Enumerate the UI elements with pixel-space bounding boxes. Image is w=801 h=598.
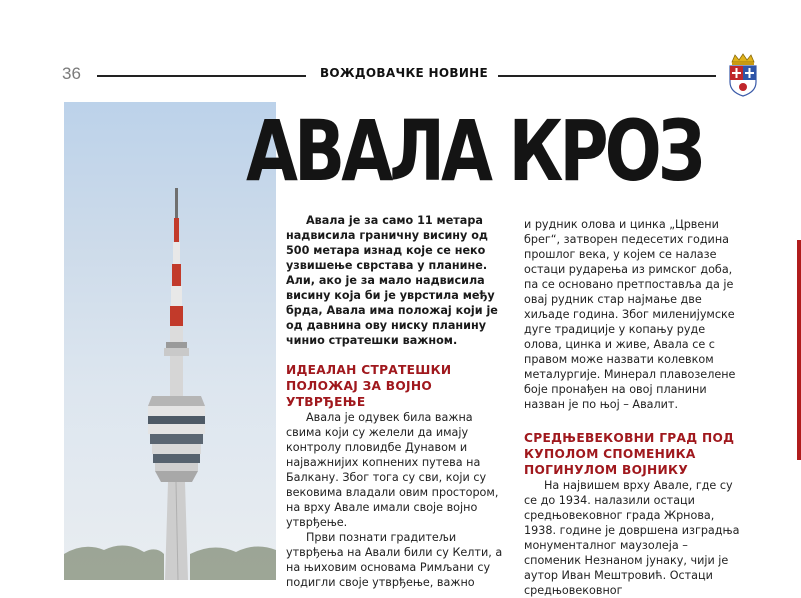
- article-column-left: [286, 213, 510, 590]
- paragraph-strategic-1: Авала је одувек била важна свима који су желели да имају контролу пловидбе Дунавом и најважнијих копнених путева на Балкану. Због тога су сви, који су вековима владали овим простором, на врху Авале имали своје војно утврђење.: [286, 411, 499, 529]
- section-heading-medieval-town: СРЕДЊЕВЕКОВНИ ГРАД ПОД КУПОЛОМ СПОМЕНИКА ПОГИНУЛОМ ВОЈНИКУ: [524, 431, 735, 477]
- header-rule-left: [97, 75, 306, 77]
- article-lead: Авала је за само 11 метара надвисила граничну висину од 500 метара изнад које се неко узвишење сврстава у планине. Али, ако је за мало надвисила висину која би је уврстила међу брда, Авала има положај који је од давнина ову ниску планину чинио стратешки важном.: [286, 214, 498, 347]
- page-number: 36: [62, 64, 81, 83]
- paragraph-medieval-1: На највишем врху Авале, где су се до 1934. налазили остаци средњовековног града Жрнова, 1938. године је довршена изградња монументалног маузолеја – споменик Незнаном јунаку, чији је аутор Иван Мештровић. Остаци средњовековног: [524, 479, 740, 597]
- paragraph-mine-continuation: и рудник олова и цинка „Црвени брег“, затворен педесетих година прошлог века, у којем се налазе остаци рударења из римског доба, па се основано претпоставља да је овај рудник стар најмање две хиљаде година. Због миленијумске дуге традиције у копању руде олова, цинка и живе, Авала се с правом може назвати колевком металургије. Минерал плавозелене боје пронађен на овој планини назван је по њој – Авалит.: [524, 218, 736, 411]
- coat-of-arms-icon: [726, 52, 760, 98]
- section-heading-strategic-position: ИДЕАЛАН СТРАТЕШКИ ПОЛОЖАЈ ЗА ВОЈНО УТВРЂЕЊЕ: [286, 363, 452, 409]
- article-column-right: [524, 217, 744, 598]
- article-headline: АВАЛА КРОЗ: [246, 102, 702, 200]
- publication-name: ВОЖДОВАЧКЕ НОВИНЕ: [319, 66, 488, 80]
- avala-tower-photo: [64, 102, 276, 580]
- accent-bar: [797, 240, 801, 460]
- paragraph-strategic-2: Први познати градитељи утврђења на Авали били су Келти, а на њиховим основама Римљани су подигли своје утврђење, важно: [286, 531, 503, 589]
- header-rule-right: [498, 75, 716, 77]
